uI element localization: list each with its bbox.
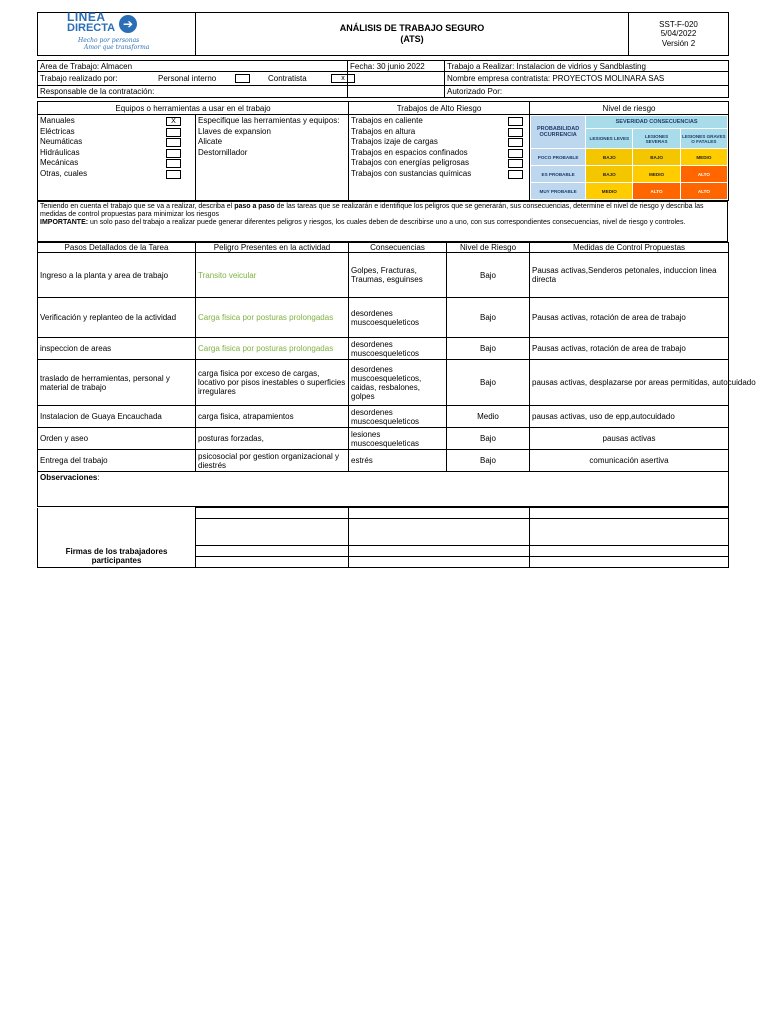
equipo-checkbox[interactable] xyxy=(166,159,181,168)
contratista-checkbox[interactable]: x xyxy=(331,74,355,83)
alto-riesgo-item xyxy=(351,137,527,148)
severidad-label: SEVERIDAD CONSECUENCIAS xyxy=(586,116,728,129)
step-peligro: Transito veicular xyxy=(196,253,349,298)
alto-riesgo-checkbox[interactable] xyxy=(508,128,523,137)
firma-slot[interactable] xyxy=(196,519,349,545)
steps-column-header: Nivel de Riesgo xyxy=(447,243,530,253)
alto-riesgo-item xyxy=(351,148,527,159)
herramienta-item: Destornillador xyxy=(198,147,248,157)
alto-riesgo-item xyxy=(351,158,527,169)
steps-column-header: Pasos Detallados de la Tarea xyxy=(38,243,196,253)
risk-level-cell: BAJO xyxy=(586,166,633,183)
step-row xyxy=(38,298,729,338)
step-medidas: comunicación asertiva xyxy=(530,450,729,472)
alto-riesgo-checkbox[interactable] xyxy=(508,138,523,147)
step-medidas: pausas activas, desplazarse por areas permitidas, autocuidado xyxy=(530,360,729,406)
logo-tagline xyxy=(56,37,149,51)
instructions-text-1: Teniendo en cuenta el trabajo que se va a realizar, describa el xyxy=(40,203,235,210)
alto-riesgo-label: Trabajos en caliente xyxy=(351,116,423,125)
step-consecuencias: estrés xyxy=(349,450,447,472)
step-row xyxy=(38,450,729,472)
equipo-label: Mecánicas xyxy=(40,158,79,167)
herramienta-item: Alicate xyxy=(198,137,223,146)
step-nivel: Bajo xyxy=(447,338,530,360)
firmas-table xyxy=(37,507,729,568)
step-peligro: Carga fisica por posturas prolongadas xyxy=(196,298,349,338)
step-row xyxy=(38,428,729,450)
step-nivel: Medio xyxy=(447,406,530,428)
blank-cell xyxy=(348,72,445,86)
equipo-checkbox[interactable] xyxy=(166,170,181,179)
form-title-cell xyxy=(196,13,629,56)
step-medidas: Pausas activas, rotación de area de trabajo xyxy=(530,298,729,338)
firma-slot[interactable] xyxy=(349,508,530,519)
alto-riesgo-checkbox[interactable] xyxy=(508,149,523,158)
logo-text-line1: LINEA xyxy=(67,10,106,24)
risk-level-cell: MEDIO xyxy=(680,149,727,166)
alto-riesgo-checkbox[interactable] xyxy=(508,117,523,126)
step-nivel: Bajo xyxy=(447,450,530,472)
equipo-label: Otras, cuales xyxy=(40,168,88,178)
logo-tagline-2: Amor que transforma xyxy=(84,44,150,51)
step-row xyxy=(38,338,729,360)
risk-matrix-table xyxy=(530,115,728,200)
firma-slot[interactable] xyxy=(349,519,530,545)
step-nivel: Bajo xyxy=(447,298,530,338)
herramientas-list xyxy=(196,115,349,201)
firma-slot[interactable] xyxy=(530,557,729,568)
equipo-checkbox[interactable] xyxy=(166,149,181,158)
step-paso: traslado de herramientas, personal y material de trabajo xyxy=(38,360,196,406)
risk-level-cell: ALTO xyxy=(633,183,680,200)
herramienta-item: Especifique las herramientas y equipos: xyxy=(198,116,340,125)
firma-slot[interactable] xyxy=(196,557,349,568)
firma-slot[interactable] xyxy=(349,546,530,557)
steps-column-header: Peligro Presentes en la actividad xyxy=(196,243,349,253)
trabajo-field: Trabajo a Realizar: Instalacion de vidrios y Sandblasting xyxy=(445,61,729,72)
firmas-label xyxy=(38,508,196,568)
step-peligro: psicosocial por gestion organizacional y diestrés xyxy=(196,450,349,472)
company-logo xyxy=(38,10,196,56)
instructions-text-3: un solo paso del trabajo a realizar puede generar diferentes peligros y riesgos, los cuales deben de describirse uno a uno, con sus correspondientes consecuencias, nivel de riesgo y controles. xyxy=(88,219,686,226)
step-paso: Verificación y replanteo de la actividad xyxy=(38,298,196,338)
ats-form xyxy=(37,10,756,568)
form-header xyxy=(37,12,729,56)
risk-level-cell: MEDIO xyxy=(633,166,680,183)
step-nivel: Bajo xyxy=(447,253,530,298)
alto-riesgo-label: Trabajos izaje de cargas xyxy=(351,137,438,146)
alto-riesgo-label: Trabajos con sustancias químicas xyxy=(351,168,472,178)
instructions-table xyxy=(37,201,728,242)
step-peligro: carga fisica por exceso de cargas, locativo por pisos inestables o superficies irregulares xyxy=(196,360,349,406)
date-field: Fecha: 30 junio 2022 xyxy=(348,61,445,72)
step-paso: Orden y aseo xyxy=(38,428,196,450)
form-title: ANÁLISIS DE TRABAJO SEGURO xyxy=(339,23,485,33)
alto-riesgo-list xyxy=(349,115,530,201)
form-subtitle: (ATS) xyxy=(400,34,424,44)
step-peligro: posturas forzadas, xyxy=(196,428,349,450)
step-consecuencias: lesiones muscoesqueleticas xyxy=(349,428,447,450)
alto-riesgo-label: Trabajos con energías peligrosas xyxy=(351,158,470,167)
form-code: SST-F-020 xyxy=(659,19,698,29)
probability-row-label: ES PROBABLE xyxy=(531,166,586,183)
equipo-label: Eléctricas xyxy=(40,126,75,136)
firmas-label-text: Firmas de los trabajadores participantes xyxy=(65,547,168,565)
risk-matrix xyxy=(530,115,729,201)
personal-interno-checkbox[interactable] xyxy=(235,74,250,83)
step-medidas: Pausas activas, rotación de area de trabajo xyxy=(530,338,729,360)
step-medidas: pausas activas xyxy=(530,428,729,450)
nivel-riesgo-header: Nivel de riesgo xyxy=(530,102,729,115)
form-date: 5/04/2022 xyxy=(660,29,697,39)
form-version: Versión 2 xyxy=(661,38,696,48)
step-consecuencias: Golpes, Fracturas, Traumas, esguinses xyxy=(349,253,447,298)
logo-text-line2: DIRECTA xyxy=(67,22,116,34)
logo-tagline-1: Hecho por personas xyxy=(78,37,140,44)
alto-riesgo-item xyxy=(351,169,527,180)
instructions-text-2: de las tareas que se realizarán e identifique los peligros que se generarán, sus consecuencias, determine el nivel de riesgo y describa las medidas de control propuestas para minimizar los riesgos xyxy=(40,203,704,218)
steps-column-header: Medidas de Control Propuestas xyxy=(530,243,729,253)
observaciones-label: Observaciones xyxy=(40,473,98,482)
step-row xyxy=(38,406,729,428)
firma-slot[interactable] xyxy=(196,546,349,557)
info-table xyxy=(37,60,729,98)
step-medidas: pausas activas, uso de epp,autocuidado xyxy=(530,406,729,428)
step-paso: Entrega del trabajo xyxy=(38,450,196,472)
equipo-item xyxy=(40,137,193,148)
alto-riesgo-label: Trabajos en altura xyxy=(351,126,416,136)
step-consecuencias: desordenes muscoesqueleticos xyxy=(349,298,447,338)
risk-level-cell: ALTO xyxy=(680,166,727,183)
severity-col-label: LESIONES SEVERAS xyxy=(633,129,680,149)
responsable-field: Responsable de la contratación: xyxy=(38,86,348,98)
risk-level-cell: BAJO xyxy=(586,149,633,166)
equipo-item xyxy=(40,158,193,169)
probability-row-label: MUY PROBABLE xyxy=(531,183,586,200)
step-paso: Instalacion de Guaya Encauchada xyxy=(38,406,196,428)
contratista-label: Contratista xyxy=(268,74,307,83)
form-code-cell xyxy=(629,13,729,56)
risk-level-cell: ALTO xyxy=(680,183,727,200)
severity-col-label: LESIONES LEVES xyxy=(586,129,633,149)
step-row xyxy=(38,253,729,298)
risk-level-cell: MEDIO xyxy=(586,183,633,200)
equipo-item xyxy=(40,169,193,180)
equipos-list xyxy=(38,115,196,201)
probability-row-label: POCO PROBABLE xyxy=(531,149,586,166)
herramienta-item: Llaves de expansion xyxy=(198,126,271,136)
alto-riesgo-checkbox[interactable] xyxy=(508,170,523,179)
alto-riesgo-header: Trabajos de Alto Riesgo xyxy=(349,102,530,115)
risk-level-cell: BAJO xyxy=(633,149,680,166)
alto-riesgo-checkbox[interactable] xyxy=(508,159,523,168)
equipo-item xyxy=(40,148,193,159)
equipment-section xyxy=(37,101,729,201)
equipo-item xyxy=(40,127,193,138)
firma-slot[interactable] xyxy=(530,546,729,557)
step-nivel: Bajo xyxy=(447,428,530,450)
step-medidas: Pausas activas,Senderos petonales, induccion linea directa xyxy=(530,253,729,298)
step-row xyxy=(38,360,729,406)
step-consecuencias: desordenes muscoesqueleticos, caidas, resbalones, golpes xyxy=(349,360,447,406)
instructions-cell xyxy=(38,202,728,242)
realizado-por-label: Trabajo realizado por: xyxy=(40,74,118,83)
equipo-checkbox[interactable] xyxy=(166,138,181,147)
step-peligro: Carga fisica por posturas prolongadas xyxy=(196,338,349,360)
alto-riesgo-item xyxy=(351,127,527,138)
equipo-label: Hidráulicas xyxy=(40,147,80,157)
firma-slot[interactable] xyxy=(196,508,349,519)
instructions-important: IMPORTANTE: xyxy=(40,219,89,226)
step-paso: inspeccion de areas xyxy=(38,338,196,360)
personal-interno-label: Personal interno xyxy=(158,74,217,83)
blank-cell xyxy=(348,86,445,98)
equipos-header: Equipos o herramientas a usar en el trabajo xyxy=(38,102,349,115)
step-nivel: Bajo xyxy=(447,360,530,406)
area-field: Area de Trabajo: Almacen xyxy=(38,61,348,72)
equipo-label: Neumáticas xyxy=(40,137,83,146)
empresa-field: Nombre empresa contratista: PROYECTOS MOLINARA SAS xyxy=(445,72,729,86)
firma-slot[interactable] xyxy=(530,508,729,519)
severity-col-label: LESIONES GRAVES O FATALES xyxy=(680,129,727,149)
step-consecuencias: desordenes muscoesqueleticos xyxy=(349,406,447,428)
step-paso: Ingreso a la planta y area de trabajo xyxy=(38,253,196,298)
step-peligro: carga fisica, atrapamientos xyxy=(196,406,349,428)
realizado-por-cell xyxy=(38,72,348,86)
alto-riesgo-item xyxy=(351,116,527,127)
step-consecuencias: desordenes muscoesqueleticos xyxy=(349,338,447,360)
firma-slot[interactable] xyxy=(349,557,530,568)
equipo-label: Manuales xyxy=(40,116,75,125)
instructions-bold-1: paso a paso xyxy=(234,203,275,210)
arrow-icon: ➔ xyxy=(119,15,137,33)
alto-riesgo-label: Trabajos en espacios confinados xyxy=(351,147,468,157)
probabilidad-label: PROBABILIDAD OCURRENCIA xyxy=(531,116,586,149)
steps-column-header: Consecuencias xyxy=(349,243,447,253)
firma-slot[interactable] xyxy=(530,519,729,545)
steps-table xyxy=(37,242,756,507)
equipo-item xyxy=(40,116,193,127)
observaciones-cell: Observaciones: xyxy=(38,472,729,507)
autorizado-field: Autorizado Por: xyxy=(445,86,729,98)
equipo-checkbox[interactable] xyxy=(166,128,181,137)
equipo-checkbox[interactable]: X xyxy=(166,117,181,126)
